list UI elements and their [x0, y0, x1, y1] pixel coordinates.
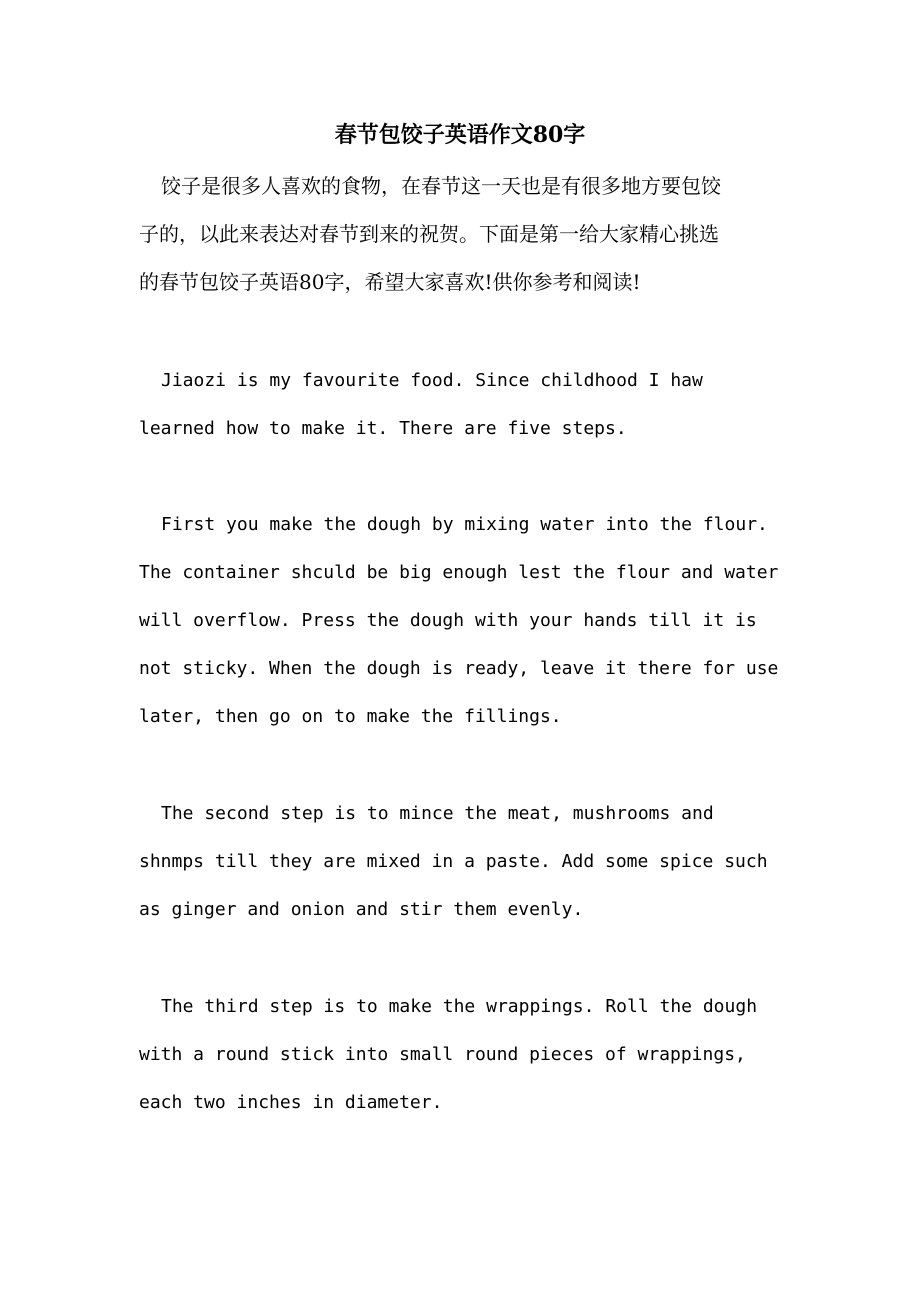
paragraph-line: Jiaozi is my favourite food. Since childhood I haw: [161, 370, 703, 391]
paragraph-line: The second step is to mince the meat, mushrooms and: [161, 803, 714, 824]
paragraph-line: First you make the dough by mixing water into the flour.: [161, 514, 768, 535]
paragraph-line: as ginger and onion and stir them evenly.: [139, 899, 584, 920]
paragraph-line: shnmps till they are mixed in a paste. Add some spice such: [139, 851, 768, 872]
paragraph-step-three: [139, 983, 799, 1127]
paragraph-line: The container shculd be big enough lest the flour and water: [139, 562, 779, 583]
intro-line: 饺子是很多人喜欢的食物，在春节这一天也是有很多地方要包饺: [161, 174, 721, 198]
paragraph-line: each two inches in diameter.: [139, 1092, 443, 1113]
paragraph-line: later, then go on to make the fillings.: [139, 706, 562, 727]
paragraph-step-one: [139, 501, 799, 741]
paragraph-line: not sticky. When the dough is ready, leave it there for use: [139, 658, 779, 679]
intro-line: 的春节包饺子英语80字，希望大家喜欢!供你参考和阅读!: [139, 270, 641, 294]
intro-paragraph: [139, 162, 781, 306]
intro-line: 子的，以此来表达对春节到来的祝贺。下面是第一给大家精心挑选: [139, 222, 719, 246]
paragraph-line: will overflow. Press the dough with your hands till it is: [139, 610, 757, 631]
document-title: 春节包饺子英语作文80字: [334, 122, 586, 148]
paragraph-line: The third step is to make the wrappings. Roll the dough: [161, 996, 758, 1017]
paragraph-line: with a round stick into small round pieces of wrappings,: [139, 1044, 746, 1065]
paragraph-line: learned how to make it. There are five steps.: [139, 418, 627, 439]
paragraph-step-two: [139, 790, 799, 934]
paragraph-intro-jiaozi: [139, 357, 799, 453]
